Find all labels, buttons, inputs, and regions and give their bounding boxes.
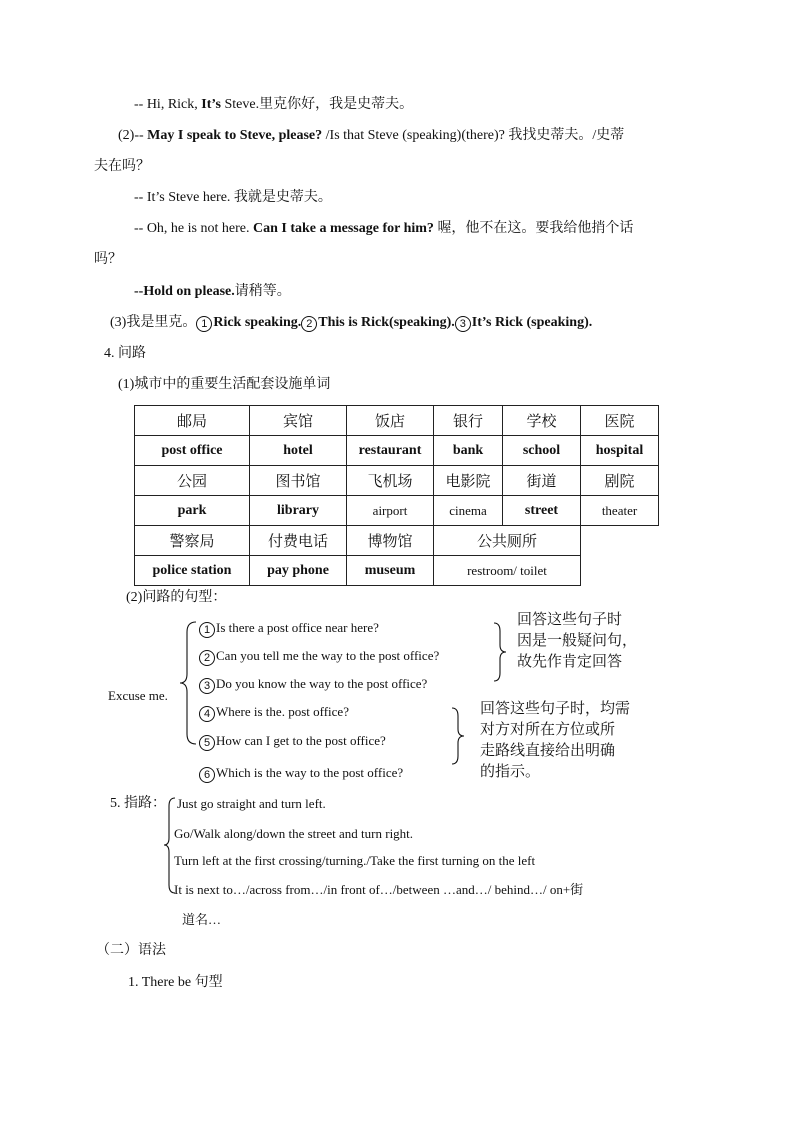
table-cell: 宾馆 [250,406,347,436]
table-row [135,406,659,436]
table-row [135,436,659,466]
table-cell: restaurant [347,436,434,466]
table-cell: 公共厕所 [434,526,581,556]
grammar-item-1: 1. There be 句型 [128,975,223,990]
table-row [135,556,659,586]
table-cell: pay phone [250,556,347,586]
section-5-heading: 5. 指路： [110,796,166,811]
excuse-me-label: Excuse me. [108,688,168,703]
table-cell: 警察局 [135,526,250,556]
dialogue-line-1: -- Hi, Rick, It’s Steve.里克你好，我是史蒂夫。 [134,97,414,112]
table-cell: 飞机场 [347,466,434,496]
note-yes-no-questions: 回答这些句子时 因是一般疑问句， 故先作肯定回答 [517,610,638,670]
question-5: 5 How can I get to the post office? [199,734,386,751]
right-brace-icon [452,708,466,764]
grammar-heading: （二）语法 [96,943,166,958]
table-cell: 医院 [581,406,659,436]
direction-line-4: It is next to…/across from…/in front of…/between …and…/ behind…/ on+街 [174,882,584,897]
table-cell: 邮局 [135,406,250,436]
dialogue-line-4-cont: 吗？ [94,252,122,267]
dialogue-line-5: --Hold on please.请稍等。 [134,284,291,299]
table-cell: restroom/ toilet [434,556,581,586]
table-cell: hotel [250,436,347,466]
table-cell: 图书馆 [250,466,347,496]
table-cell: bank [434,436,503,466]
question-1: 1 Is there a post office near here? [199,621,379,638]
table-cell: 公园 [135,466,250,496]
table-cell: 街道 [503,466,581,496]
direction-line-3: Turn left at the first crossing/turning./Take the first turning on the left [174,853,536,868]
section-4-heading: 4. 问路 [104,346,146,361]
table-row [135,466,659,496]
table-cell: airport [347,496,434,526]
table-cell: museum [347,556,434,586]
facility-words-subheading: (1)城市中的重要生活配套设施单词 [118,377,331,392]
table-row [135,526,659,556]
table-cell: 博物馆 [347,526,434,556]
table-cell: 银行 [434,406,503,436]
circled-number: 2 [301,316,317,332]
left-brace-icon [180,622,200,744]
table-row [135,496,659,526]
table-cell: 学校 [503,406,581,436]
circled-number: 1 [196,316,212,332]
facility-words-table [134,405,659,586]
table-cell: 剧院 [581,466,659,496]
question-3: 3 Do you know the way to the post office? [199,677,427,694]
table-cell: hospital [581,436,659,466]
direction-line-2: Go/Walk along/down the street and turn right. [174,826,414,841]
question-6: 6 Which is the way to the post office? [199,766,403,783]
left-brace-icon [164,798,178,893]
dialogue-line-4: -- Oh, he is not here. Can I take a message for him? 喔，他不在这。要我给他捎个话 [134,221,634,236]
table-cell: street [503,496,581,526]
table-cell: library [250,496,347,526]
table-cell: school [503,436,581,466]
table-cell: cinema [434,496,503,526]
question-patterns-subheading: (2)问路的句型： [126,590,227,605]
dialogue-line-6: (3)我是里克。 1 Rick speaking. 2 This is Rick(speaking). 3 It’s Rick (speaking). [110,315,593,330]
right-brace-icon [494,623,508,681]
table-cell: 饭店 [347,406,434,436]
direction-line-1: Just go straight and turn left. [177,796,326,811]
table-cell: theater [581,496,659,526]
table-cell: 付费电话 [250,526,347,556]
table-cell: police station [135,556,250,586]
table-cell: post office [135,436,250,466]
question-2: 2 Can you tell me the way to the post office? [199,649,439,666]
direction-line-4-cont: 道名… [182,912,222,927]
dialogue-line-3: -- It’s Steve here. 我就是史蒂夫。 [134,190,332,205]
table-cell: 电影院 [434,466,503,496]
note-direction-questions: 回答这些句子时，均需 对方对所在方位或所 走路线直接给出明确 的指示。 [480,699,631,780]
dialogue-line-2-cont: 夫在吗？ [94,159,150,174]
dialogue-line-2: (2)-- May I speak to Steve, please? /Is that Steve (speaking)(there)? 我找史蒂夫。/史蒂 [118,128,625,143]
question-4: 4 Where is the. post office? [199,705,349,722]
circled-number: 3 [455,316,471,332]
table-cell: park [135,496,250,526]
